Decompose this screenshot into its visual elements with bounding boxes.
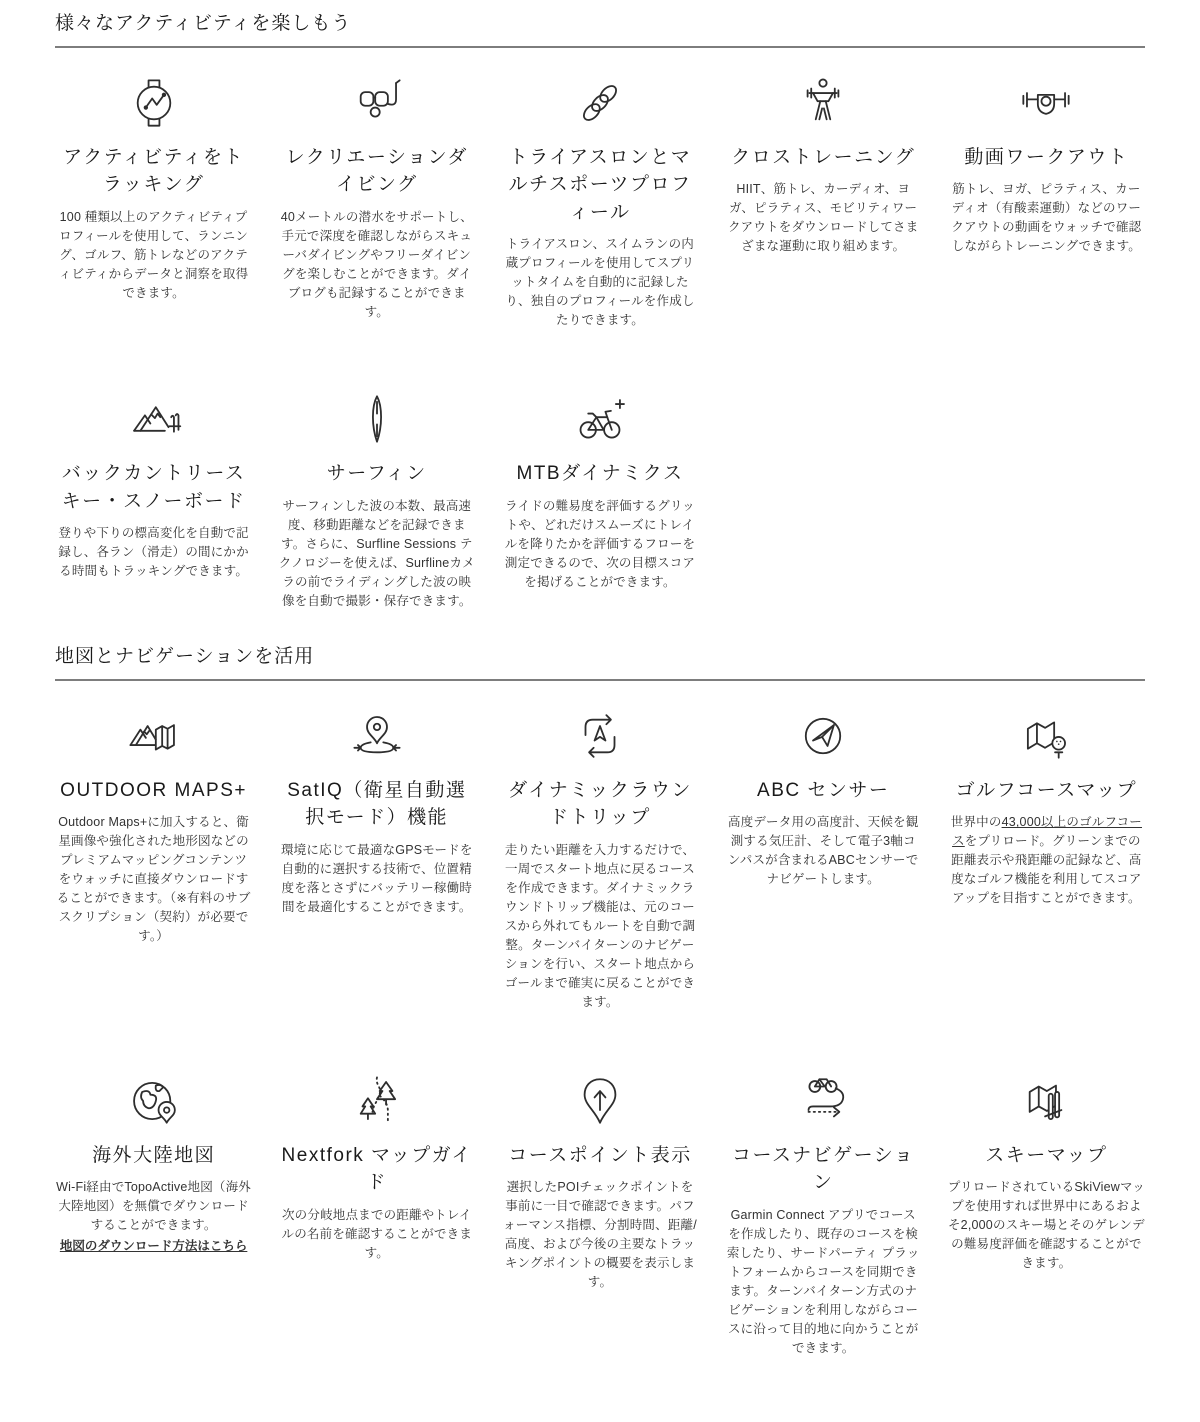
feature-title: クロストレーニング [731, 146, 916, 168]
feature-card-golf-course-map [948, 705, 1145, 1012]
map-download-link[interactable]: 地図のダウンロード方法はこちら [59, 1239, 248, 1254]
course-point-pin-icon [501, 1070, 698, 1132]
feature-body: ライドの難易度を評価するグリットや、どれだけスムーズにトレイルを降りたかを評価するフローを測定できるので、次の目標スコアを掲げることができます。 [504, 498, 696, 589]
feature-title: バックカントリースキー・スノーボード [61, 463, 246, 512]
feature-title: Nextfork マップガイド [281, 1144, 473, 1194]
feature-title: ABC センサー [757, 779, 890, 801]
section-title: 様々なアクティビティを楽しもう [55, 12, 1145, 48]
feature-card-cross-training [725, 72, 922, 331]
feature-title: ダイナミックラウンドトリップ [508, 779, 692, 829]
dive-mask-icon [278, 72, 475, 134]
feature-body [948, 813, 1145, 908]
feature-title: MTBダイナミクス [516, 463, 684, 485]
location-pin-arrows-icon [278, 705, 475, 767]
round-trip-arrows-icon [501, 705, 698, 767]
feature-body: HIIT、筋トレ、カーディオ、ヨガ、ピラティス、モビリティワークアウトをダウンロードしてさまざまな運動に取り組めます。 [727, 182, 919, 254]
feature-title: レクリエーションダイビング [285, 146, 468, 196]
feature-title: ゴルフコースマップ [955, 779, 1138, 801]
section-maps-navigation [55, 645, 1145, 1358]
activity-watch-icon [55, 72, 252, 134]
feature-title: 海外大陸地図 [92, 1144, 216, 1166]
feature-card-course-points [501, 1070, 698, 1358]
feature-card-nextfork [278, 1070, 475, 1358]
feature-body: サーフィンした波の本数、最高速度、移動距離などを記録できます。さらに、Surfline Sessions テクノロジーを使えば、Surflineカメラの前でライディングした波の映像を自動で撮影・保存できます。 [278, 498, 475, 608]
feature-row [55, 1070, 1145, 1358]
feature-body: Outdoor Maps+に加入すると、衛星画像や強化された地形図などのプレミアムマッピングコンテンツをウォッチに直接ダウンロードすることができます。（※有料のサブスクリプション（契約）が必要です。） [56, 815, 251, 944]
golf-courses-link[interactable]: 43,000以上のゴルフコース [952, 815, 1142, 849]
globe-pin-icon [55, 1070, 252, 1132]
section-activities [55, 12, 1145, 611]
feature-title: 動画ワークアウト [964, 146, 1129, 168]
feature-title: SatIQ（衛星自動選択モード）機能 [287, 779, 467, 829]
mountains-map-icon [55, 705, 252, 767]
mtb-plus-icon [501, 388, 698, 450]
feature-body: トライアスロン、スイムランの内蔵プロフィールを使用してスプリットタイムを自動的に記録したり、独自のプロフィールを作成したりできます。 [505, 237, 695, 328]
feature-card-abc-sensor [725, 705, 922, 1012]
cross-training-icon [725, 72, 922, 134]
feature-title: トライアスロンとマルチスポーツプロフィール [508, 146, 692, 223]
forked-trail-trees-icon [278, 1070, 475, 1132]
feature-title: コースポイント表示 [508, 1144, 692, 1166]
backcountry-ski-icon [55, 388, 252, 450]
feature-body: 40メートルの潜水をサポートし、手元で深度を確認しながらスキューバダイビングやフリーダイビングを楽しむことができます。ダイブログも記録することができます。 [280, 209, 473, 319]
feature-card-video-workout [948, 72, 1145, 331]
feature-title: アクティビティをトラッキング [63, 146, 245, 196]
ski-map-icon [948, 1070, 1145, 1132]
feature-body: 選択したPOIチェックポイントを事前に一目で確認できます。パフォーマンス指標、分割時間、距離/高度、および今後の主要なトラッキングポイントの概要を表示します。 [503, 1180, 697, 1290]
feature-card-backcountry-ski [55, 388, 252, 611]
feature-card-overseas-maps [55, 1070, 252, 1358]
feature-body: 走りたい距離を入力するだけで、一周でスタート地点に戻るコースを作成できます。ダイナミックラウンドトリップ機能は、元のコースから外れてもルートを自動で調整。ターンバイターンのナビゲーションを行い、スタート地点からゴールまで確実に戻ることができます。 [504, 842, 696, 1009]
feature-card-ski-map [948, 1070, 1145, 1358]
feature-title: サーフィン [326, 463, 427, 485]
chain-links-icon [501, 72, 698, 134]
feature-body: 100 種類以上のアクティビティプロフィールを使用して、ランニング、ゴルフ、筋トレなどのアクティビティからデータと洞察を取得できます。 [58, 209, 249, 300]
feature-card-course-navigation [725, 1070, 922, 1358]
feature-card-mtb-dynamics [501, 388, 698, 611]
feature-card-triathlon [501, 72, 698, 331]
feature-row [55, 388, 1145, 611]
feature-card-activity-tracking [55, 72, 252, 331]
feature-card-satiq [278, 705, 475, 1012]
section-title: 地図とナビゲーションを活用 [55, 645, 1145, 681]
feature-card-surfing [278, 388, 475, 611]
golf-map-icon [948, 705, 1145, 767]
bike-route-icon [725, 1070, 922, 1132]
feature-title: スキーマップ [985, 1144, 1108, 1166]
golf-body-pre: 世界中の [950, 815, 1002, 830]
feature-title: OUTDOOR MAPS+ [60, 779, 247, 801]
feature-body: Garmin Connect アプリでコースを作成したり、既存のコースを検索したり、サードパーティ プラットフォームからコースを同期できます。ターンバイターン方式のナビゲーションを利用しながらコースに沿って目的地に向かうことができます。 [726, 1207, 920, 1355]
feature-card-outdoor-maps [55, 705, 252, 1012]
feature-body: 高度データ用の高度計、天候を観測する気圧計、そして電子3軸コンパスが含まれるABCセンサーでナビゲートします。 [727, 815, 919, 887]
compass-arrow-icon [725, 705, 922, 767]
feature-body: 環境に応じて最適なGPSモードを自動的に選択する技術で、位置精度を落とさずにバッテリー稼働時間を最適化することができます。 [280, 842, 473, 914]
feature-card-dynamic-round-trip [501, 705, 698, 1012]
feature-body: 登りや下りの標高変化を自動で記録し、各ラン（滑走）の間にかかる時間もトラッキングできます。 [58, 526, 249, 579]
surfboard-icon [278, 388, 475, 450]
feature-title: コースナビゲーション [731, 1144, 915, 1194]
feature-body: 筋トレ、ヨガ、ピラティス、カーディオ（有酸素運動）などのワークアウトの動画をウォッチで確認しながらトレーニングできます。 [951, 182, 1142, 254]
video-workout-icon [948, 72, 1145, 134]
feature-row [55, 72, 1145, 331]
feature-body: 次の分岐地点までの距離やトレイルの名前を確認することができます。 [281, 1207, 473, 1260]
golf-body-post: をプリロード。グリーンまでの距離表示や飛距離の記録など、高度なゴルフ機能を利用してスコアアップを目指すことができます。 [951, 834, 1142, 906]
feature-card-recreational-diving [278, 72, 475, 331]
feature-body: Wi-Fi経由でTopoActive地図（海外大陸地図）を無償でダウンロードすることができます。 [56, 1180, 252, 1233]
feature-body: プリロードされているSkiViewマップを使用すれば世界中にあるおよそ2,000のスキー場とそのゲレンデの難易度評価を確認することができます。 [947, 1180, 1145, 1271]
feature-row [55, 705, 1145, 1012]
